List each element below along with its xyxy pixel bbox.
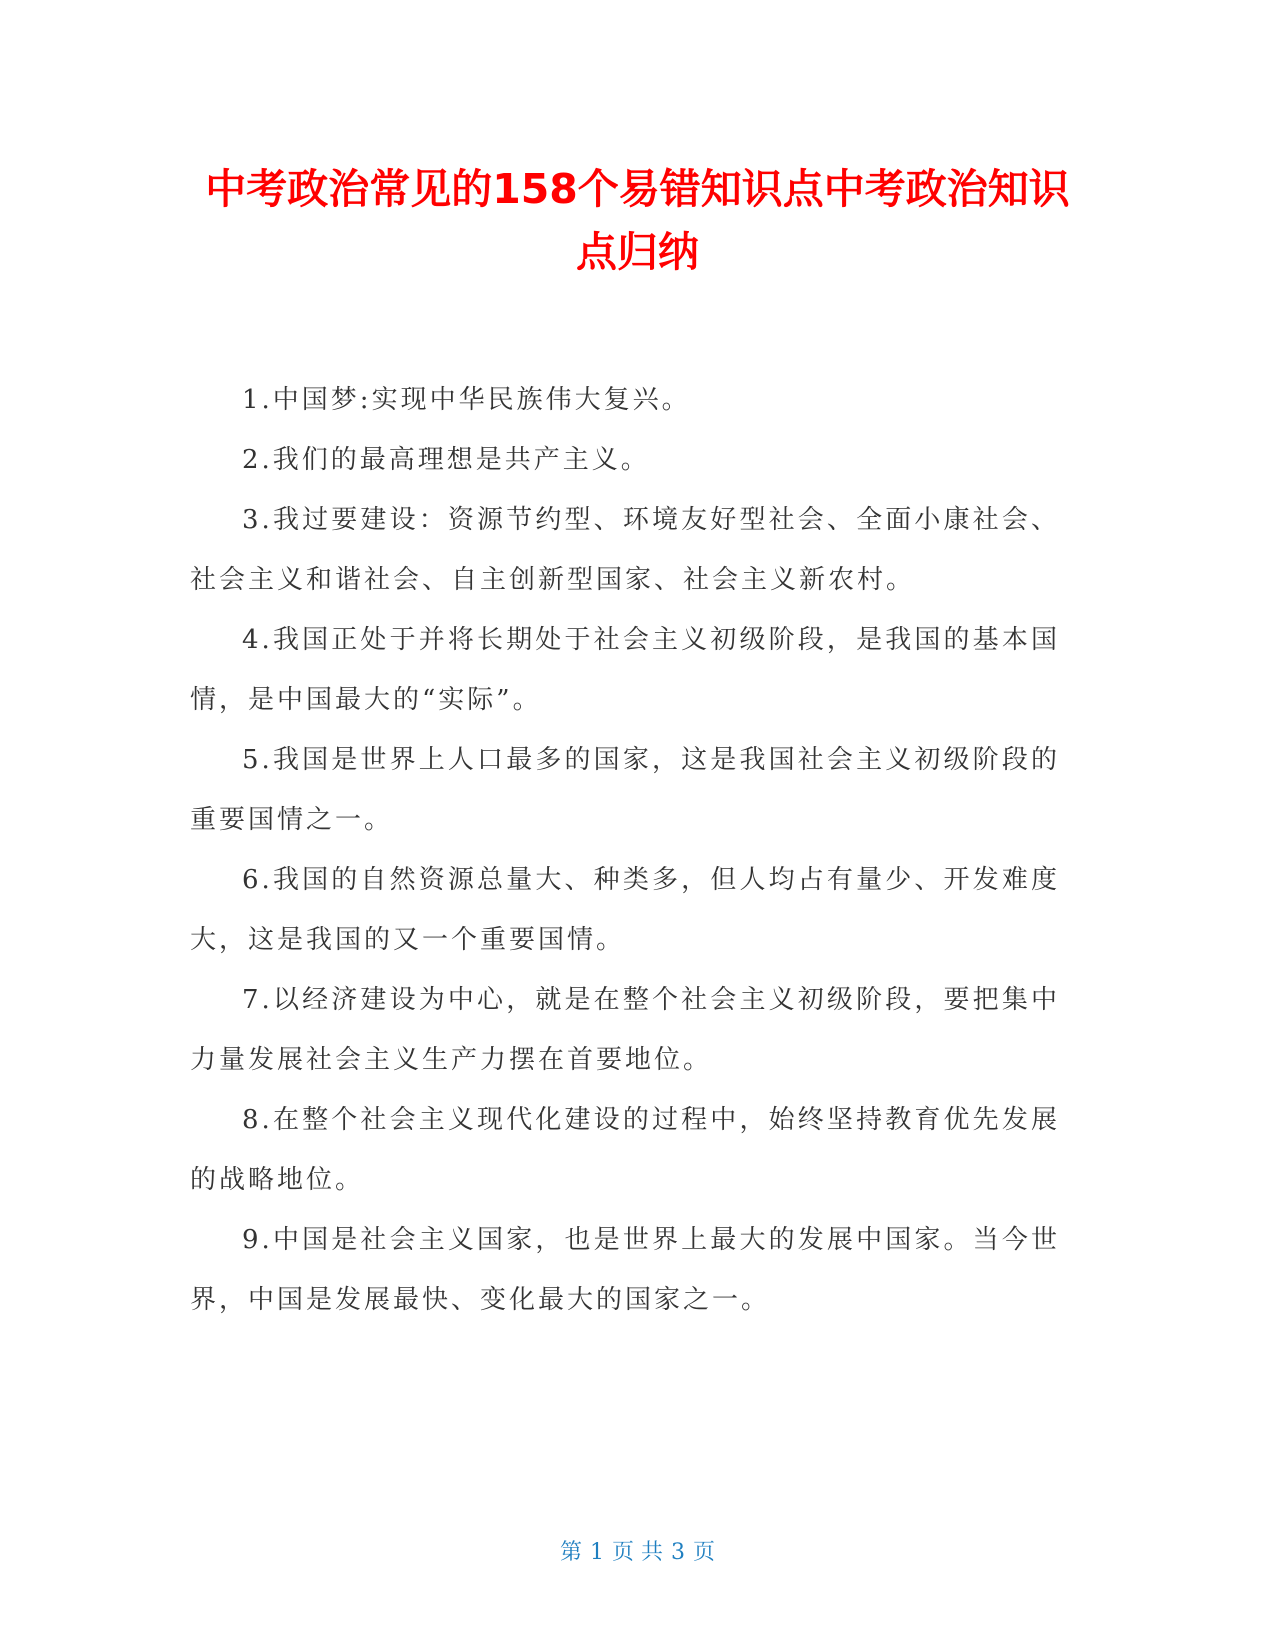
footer-prefix: 第 [559, 1540, 582, 1565]
list-item: 3.我过要建设：资源节约型、环境友好型社会、全面小康社会、社会主义和谐社会、自主创新型国家、社会主义新农村。 [190, 505, 1060, 595]
document-body [190, 370, 1060, 1330]
list-item: 9.中国是社会主义国家，也是世界上最大的发展中国家。当今世界，中国是发展最快、变化最大的国家之一。 [190, 1225, 1060, 1315]
list-item: 8.在整个社会主义现代化建设的过程中，始终坚持教育优先发展的战略地位。 [190, 1105, 1060, 1195]
list-item: 6.我国的自然资源总量大、种类多，但人均占有量少、开发难度大，这是我国的又一个重要国情。 [190, 865, 1060, 955]
footer-middle: 页 共 [612, 1540, 663, 1565]
footer-total-pages: 3 [671, 1540, 685, 1565]
list-item: 4.我国正处于并将长期处于社会主义初级阶段，是我国的基本国情，是中国最大的“实际”。 [190, 625, 1060, 715]
list-item: 1.中国梦:实现中华民族伟大复兴。 [242, 385, 691, 415]
list-item: 7.以经济建设为中心，就是在整个社会主义初级阶段，要把集中力量发展社会主义生产力摆在首要地位。 [190, 985, 1060, 1075]
footer-suffix: 页 [693, 1540, 716, 1565]
list-item: 2.我们的最高理想是共产主义。 [242, 445, 650, 475]
document-title: 中考政治常见的158个易错知识点中考政治知识点归纳 [205, 165, 1070, 276]
list-item: 5.我国是世界上人口最多的国家，这是我国社会主义初级阶段的重要国情之一。 [190, 745, 1060, 835]
page-footer [0, 1538, 1275, 1568]
footer-current-page: 1 [590, 1540, 604, 1565]
